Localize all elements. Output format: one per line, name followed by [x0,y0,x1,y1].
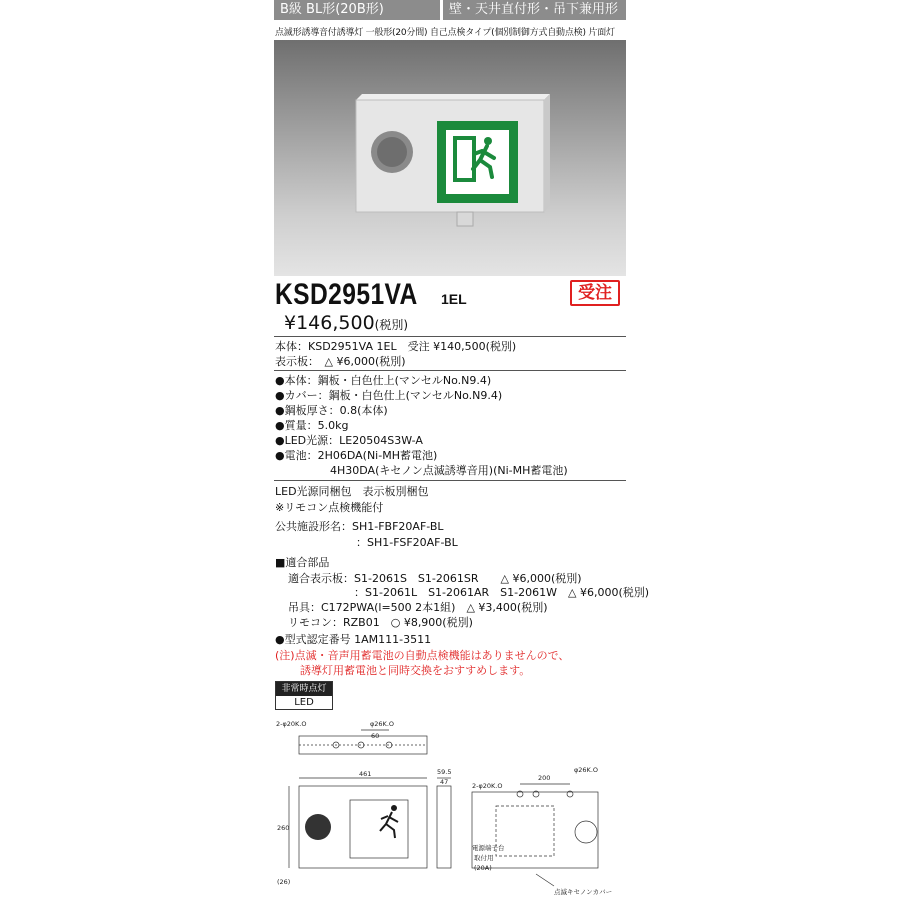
divider [274,370,626,371]
class-tag [274,0,440,20]
hole-26k-label: φ26K.O [370,720,395,728]
divider [274,480,626,481]
parts-panel-1: 適合表示板：S1-2061S S1-2061SR △ ¥6,000(税別) [288,572,582,585]
warning-line-1: (注)点滅・音声用蓄電池の自動点検機能はありませんので、 [275,649,570,662]
emergency-lamp-box [275,681,333,710]
remote-note: ※リモコン点検機能付 [275,501,384,514]
dim-59-label: 59.5 [437,768,452,776]
terminal-label: 電源端子台 [472,844,505,852]
spec-item: 4H30DA(キセノン点滅誘導音用)(Ni-MH蓄電池) [275,464,568,477]
dimension-drawing [274,714,626,900]
rear-hole-26k-label: φ26K.O [574,766,599,774]
mount-tag-text: 壁・天井直付形・吊下兼用形 [449,2,619,17]
spec-item: ●質量：5.0kg [275,419,349,432]
speaker-icon [305,814,331,840]
power-label: (20A) [474,864,492,872]
public-model-2: ：SH1-FSF20AF-BL [356,536,458,549]
dim-200-label: 200 [538,774,551,782]
spec-item: ●カバー：鋼板・白色仕上(マンセルNo.N9.4) [275,389,503,402]
spec-item: ●鋼板厚さ：0.8(本体) [275,404,388,417]
product-subtitle: 点滅形誘導音付誘導灯 一般形(20分間) 自己点検タイプ(個別制御方式自動点検) 片面灯 [275,28,615,38]
mount-tag [443,0,626,20]
dim-47-label: 47 [440,778,449,786]
fixture-illustration [274,40,626,276]
xenon-cover-label: 点滅キセノンカバー [554,888,613,896]
fixing-label: 取付用 [474,854,494,862]
parts-remote: リモコン：RZB01 ○ ¥8,900(税別) [288,616,473,629]
hole-20k-label: 2-φ20K.O [276,720,307,728]
divider [274,336,626,337]
dim-26-label: (26) [277,878,291,886]
product-photo [274,40,626,276]
price-tax: (税別) [374,318,409,332]
model-number: KSD2951VA [275,278,418,311]
dim-260-label: 260 [277,824,290,832]
spec-item: ●LED光源：LE20504S3W-A [275,434,423,447]
class-tag-text: B級 BL形(20B形) [280,2,384,17]
order-badge [570,280,620,306]
spec-item: ●本体：鋼板・白色仕上(マンセルNo.N9.4) [275,374,492,387]
certification: ●型式認定番号 1AM111-3511 [275,633,432,646]
emergency-lamp-title: 非常時点灯 [276,682,332,696]
model-suffix: 1EL [441,291,467,307]
emergency-lamp-value: LED [294,697,314,708]
dim-60-label: 60 [371,732,380,740]
packing-note: LED光源同梱包 表示板別梱包 [275,485,429,498]
rear-hole-20k-label: 2-φ20K.O [472,782,503,790]
parts-hanger: 吊具：C172PWA(l=500 2本1組) △ ¥3,400(税別) [288,601,548,614]
public-model-1: 公共施設形名：SH1-FBF20AF-BL [275,520,444,533]
price [284,312,408,334]
side-view [437,786,451,868]
warning-line-2: 誘導灯用蓄電池と同時交換をおすすめします。 [300,664,531,677]
spec-list [275,373,568,478]
price-value: ¥146,500 [284,312,375,334]
order-badge-text: 受注 [578,283,612,303]
breakdown-panel: 表示板： △ ¥6,000(税別) [275,355,406,368]
spec-item: ●電池：2H06DA(Ni-MH蓄電池) [275,449,438,462]
parts-panel-2: ：S1-2061L S1-2061AR S1-2061W △ ¥6,000(税別) [354,586,650,599]
breakdown-body: 本体：KSD2951VA 1EL 受注 ¥140,500(税別) [275,340,517,353]
parts-heading: ■適合部品 [275,556,330,569]
dim-461-label: 461 [359,770,372,778]
